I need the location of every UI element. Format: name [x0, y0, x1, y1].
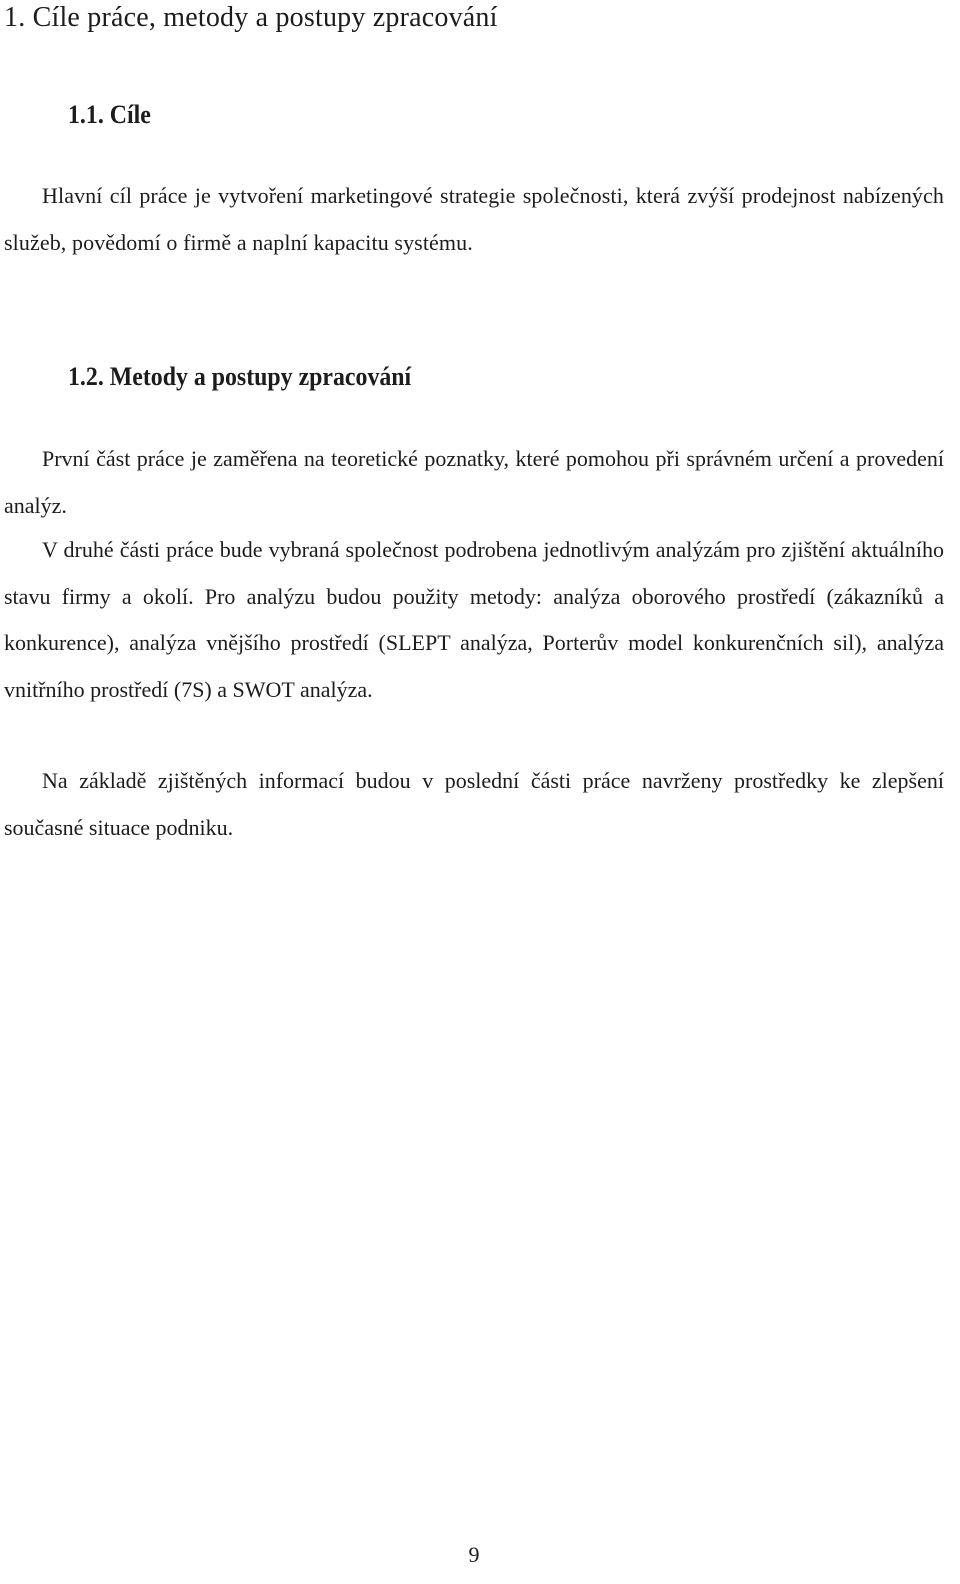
section-heading-methods: 1.2. Metody a postupy zpracování: [68, 361, 412, 391]
section-heading-goals: 1.1. Cíle: [68, 99, 151, 129]
methods-paragraph-3: Na základě zjištěných informací budou v poslední části práce navrženy prostředky ke zlepšení současné situace podniku.: [4, 768, 944, 840]
page-number: 9: [468, 1542, 480, 1567]
chapter-heading: 1. Cíle práce, metody a postupy zpracování: [4, 2, 498, 33]
methods-paragraph-1: První část práce je zaměřena na teoretické poznatky, které pomohou při správném určení a provedení analýz.: [4, 446, 944, 518]
methods-paragraph-2: V druhé části práce bude vybraná společnost podrobena jednotlivým analýzám pro zjištění aktuálního stavu firmy a okolí. Pro analýzu budou použity metody: analýza oborového prostředí (zákazníků a konkurence), analýza vnějšího prostředí (SLEPT analýza, Porterův model konkurenčních sil), analýza vnitřního prostředí (7S) a SWOT analýza.: [4, 537, 944, 702]
goals-paragraph: Hlavní cíl práce je vytvoření marketingové strategie společnosti, která zvýší prodejnost nabízených služeb, povědomí o firmě a naplní kapacitu systému.: [4, 183, 944, 255]
